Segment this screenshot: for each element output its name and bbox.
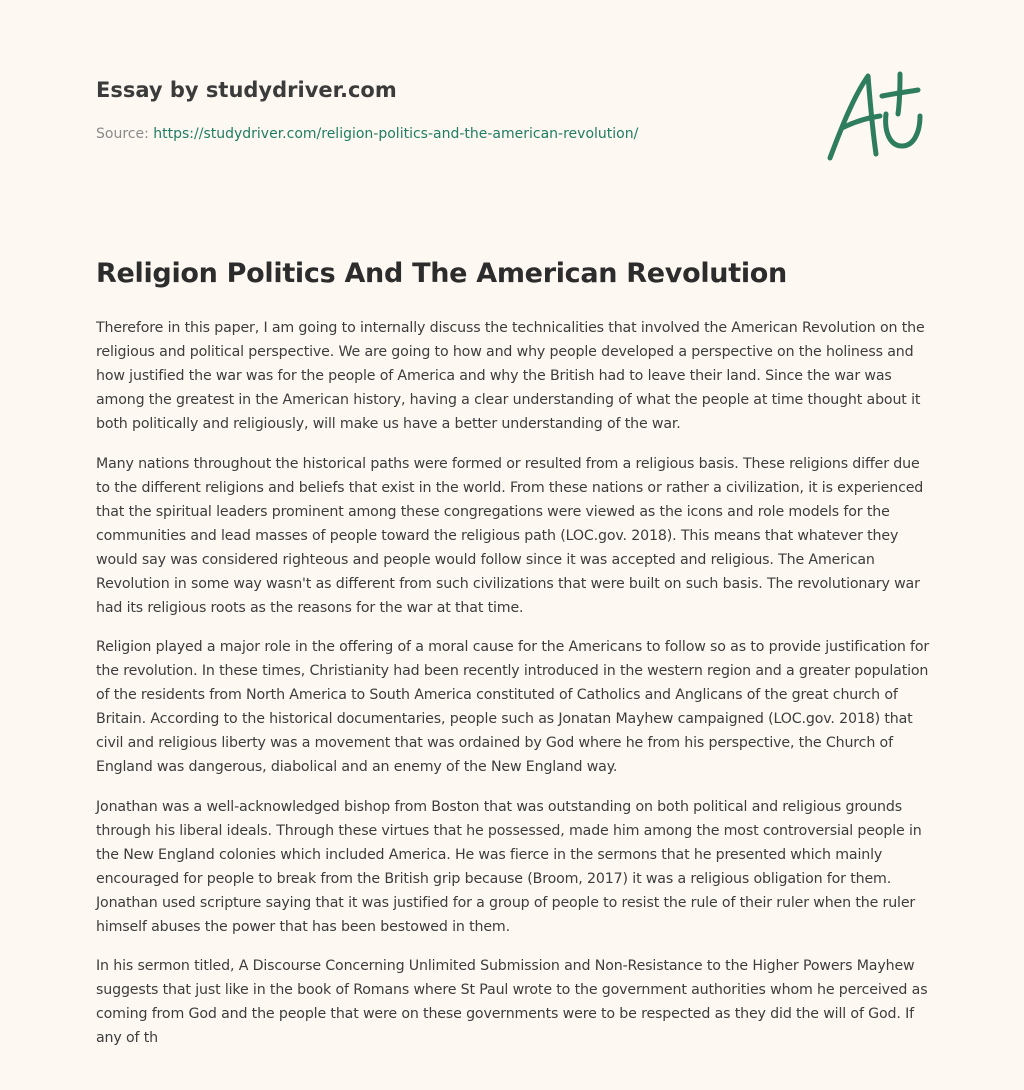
document-title: Religion Politics And The American Revolution (96, 258, 787, 289)
source-line (96, 124, 796, 144)
paragraph: Therefore in this paper, I am going to internally discuss the technicalities that involved the American Revolution on the religious and political perspective. We are going to how and why people developed a perspective on the holiness and how justified the war was for the people of America and why the British had to leave their land. Since the war was among the greatest in the American history, having a clear understanding of what the people at time thought about it both politically and religiously, will make us have a better understanding of the war. (96, 320, 925, 432)
essay-header (96, 76, 796, 144)
paragraph: Religion played a major role in the offering of a moral cause for the Americans to follow so as to provide justification for the revolution. In these times, Christianity had been recently introduced in the western region and a greater population of the residents from North America to South America constituted of Catholics and Anglicans of the great church of Britain. According to the historical documentaries, people such as Jonatan Mayhew campaigned (LOC.gov. 2018) that civil and religious liberty was a movement that was ordained by God where he from his perspective, the Church of England was dangerous, diabolical and an enemy of the New England way. (96, 639, 930, 775)
paragraph: In his sermon titled, A Discourse Concerning Unlimited Submission and Non-Resistance to the Higher Powers Mayhew suggests that just like in the book of Romans where St Paul wrote to the government authorities whom he perceived as coming from God and the people that were on these governments were to be respected as they did the will of God. If any of th (96, 958, 928, 1046)
source-link[interactable]: https://studydriver.com/religion-politics-and-the-american-revolution/ (153, 126, 639, 142)
source-label: Source: (96, 126, 149, 142)
paragraph: Many nations throughout the historical paths were formed or resulted from a religious basis. These religions differ due to the different religions and beliefs that exist in the world. From these nations or rather a civilization, it is experienced that the spiritual leaders prominent among these congregations were viewed as the icons and role models for the communities and lead masses of people toward the religious path (LOC.gov. 2018). This means that whatever they would say was considered righteous and people would follow since it was accepted and religious. The American Revolution in some way wasn't as different from such civilizations that were built on such basis. The revolutionary war had its religious roots as the reasons for the war at that time. (96, 455, 924, 616)
essay-body (96, 316, 932, 1066)
a-plus-logo-icon (820, 66, 930, 166)
brand-title: Essay by studydriver.com (96, 78, 397, 102)
paragraph: Jonathan was a well-acknowledged bishop from Boston that was outstanding on both political and religious grounds through his liberal ideals. Through these virtues that he possessed, made him among the most controversial people in the New England colonies which included America. He was fierce in the sermons that he presented which mainly encouraged for people to break from the British grip because (Broom, 2017) it was a religious obligation for them. Jonathan used scripture saying that it was justified for a group of people to resist the rule of their ruler when the ruler himself abuses the power that has been bestowed in them. (96, 798, 922, 935)
